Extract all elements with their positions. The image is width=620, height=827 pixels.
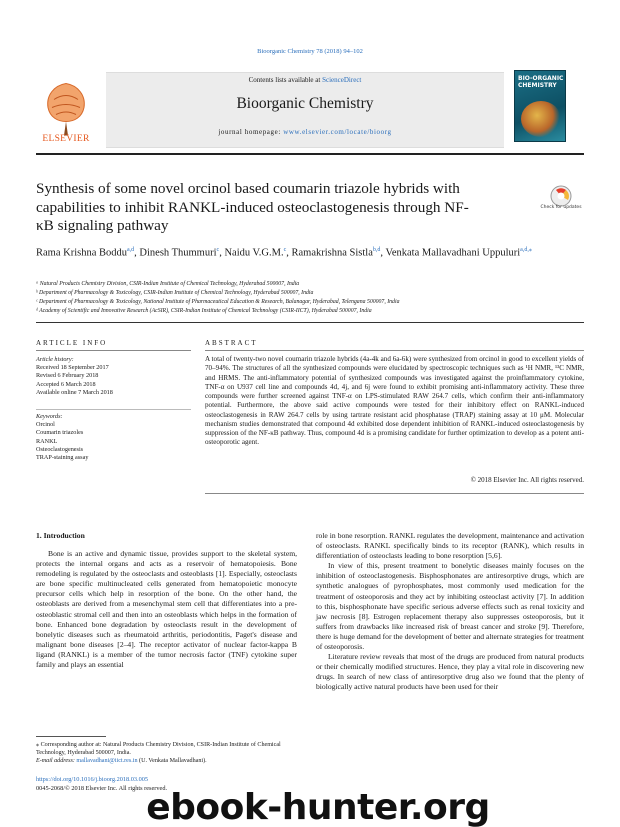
article-history — [36, 356, 196, 397]
journal-cover-thumbnail[interactable] — [514, 70, 566, 142]
affiliations — [36, 280, 576, 316]
keywords-label: Keywords: — [36, 413, 63, 420]
check-for-updates-label: Check for updates — [540, 205, 582, 210]
affiliation-d: ᵈ Academy of Scientific and Innovative Research (AcSIR), CSIR-Indian Institute of Chemical Technology (CSIR-IICT), Hyderabad 500007, India — [36, 308, 372, 314]
email-suffix: (U. Venkata Mallavadhani). — [137, 758, 207, 765]
history-received: Received 18 September 2017 — [36, 364, 109, 372]
author-affiliation-marker[interactable]: c — [283, 247, 287, 253]
affiliation-b: ᵇ Department of Pharmacology & Toxicology, CSIR-Indian Institute of Chemical Technology, Hyderabad 500007, India — [36, 290, 314, 296]
journal-homepage — [106, 128, 504, 136]
author-name[interactable]: Dinesh Thummuri — [139, 247, 217, 259]
issn-line: 0045-2068/© 2018 Elsevier Inc. All rights reserved. — [36, 785, 168, 792]
cover-art — [521, 101, 561, 137]
affiliation-c: ᶜ Department of Pharmacology & Toxicology, National Institute of Pharmaceutical Education & Research, Balanagar, Hyderabad, Telengana 500007, India — [36, 299, 400, 305]
body-left-column: Bone is an active and dynamic tissue, provides support to the skeletal system, protects the internal organs and acts as a reservoir of hematopoiesis. Bone remodeling is regulated by the osteoclasts and osteoblasts [1]. Especially, osteoclasts are bone specific multinucleated cells generated from hematopoietic monocyte precursor cells which help in resorption of the bone. On the other hand, the osteoblasts are derived from a mesenchymal stem cell that differentiates into a pre-osteoblastic stromal cell and then into an osteoblasts which helps in the formation of bone. Enhanced bone degradation by osteoclasts result in the development of bonelytic diseases such as rheumatoid arthritis, periodontitis, Paget's disease and malignant bone diseases [2–4]. The receptor activator of nuclear factor-kappa B ligand (RANKL) is a member of the tumor necrosis factor (TNF) cytokine super family and plays an essential — [36, 549, 297, 670]
journal-banner — [106, 72, 504, 148]
author-affiliation-marker[interactable]: b,d — [372, 247, 381, 253]
author-affiliation-marker[interactable]: a,d — [127, 247, 135, 253]
paragraph: In view of this, present treatment to bonelytic diseases mainly focuses on the inhibition of osteoclastogenesis. Bisphosphonates are antiresorptive drugs, which are synthetic analogues of pyrophosphates, most commonly used medication for the treatment of osteoporosis and they act by inhibiting osteoclast activity [7]. In addition to this, bisphosphonate have specific serious adverse effects such as renal toxicity and jaw necrosis [8]. Estrogen replacement therapy also suppresses osteoporosis, but it suffers from drawbacks like increased risk of breast cancer and stroke [9]. Therefore, there is huge demand for the development of better and alternate strategies for treatment of osteoporosis. — [316, 561, 584, 652]
footnote-rule — [36, 736, 106, 737]
history-accepted: Accepted 6 March 2018 — [36, 380, 96, 388]
watermark: ebook-hunter.org — [146, 787, 490, 827]
homepage-prefix: journal homepage: — [218, 128, 284, 136]
publisher-name: ELSEVIER — [42, 134, 90, 144]
keyword: TRAP-staining assay — [36, 454, 89, 462]
contents-line — [106, 76, 504, 84]
keyword: RANKL — [36, 437, 58, 445]
keywords-rule — [36, 409, 191, 410]
article-info-heading: ARTICLE INFO — [36, 339, 108, 347]
abstract-heading: ABSTRACT — [205, 339, 258, 347]
email-link[interactable]: mallavadhani@iict.res.in — [76, 758, 138, 765]
author-name[interactable]: Venkata Mallavadhani Uppuluri — [385, 247, 521, 259]
section-rule — [36, 322, 584, 323]
abstract-rule — [205, 350, 584, 351]
author-affiliation-marker[interactable]: c — [216, 247, 220, 253]
paragraph: role in bone resorption. RANKL regulates the development, maintenance and activation of osteoclasts. RANKL specifically binds to its receptor (RANK), which results in differentiation of osteoclasts leading to bone resorption [5,6]. — [316, 531, 584, 561]
journal-title: Bioorganic Chemistry — [236, 95, 374, 112]
corresponding-author: ⁎ Corresponding author at: Natural Products Chemistry Division, CSIR-Indian Institute of Chemical Technology, Hyderabad 500007, India. — [36, 742, 281, 757]
paper-title: Synthesis of some novel orcinol based coumarin triazole hybrids with capabilities to inhibit RANKL-induced osteoclastogenesis through NF-κB signaling pathway — [36, 180, 469, 234]
author-list: Rama Krishna Boddu$^{a,d}$, Dinesh Thummuri$^c$, Naidu V.G.M.$^c$, Ramakrishna Sistla$^{b,d}$, Venkata Mallavadhani Uppuluri$^{a,d,⁎}$ — [36, 247, 532, 259]
keyword: Orcinol — [36, 421, 55, 429]
history-revised: Revised 6 February 2018 — [36, 372, 99, 380]
abstract-text: A total of twenty-two novel coumarin triazole hybrids (4a-4k and 6a-6k) were synthesized from orcinol in good to excellent yields of 70–94%. The structures of all the synthesized compounds were elucidated by spectroscopic techniques such as ¹H NMR, ¹³C NMR, and HRMS. The anti-inflammatory potential of synthesized compounds was investigated against the proinflammatory cytokine, TNF-α on U937 cell line and compounds 4d, 4j, and 6j were found to exhibit promising anti-inflammatory activity. These three compounds were further screened against TNF-α on LPS-stimulated RAW 264.7 cells, which confirm their anti-inflammatory potential. Furthermore, the above said active compounds were tested for their inhibitory effect on RANKL-induced osteoclastogenesis in RAW 264.7 cells by using tartrate resistant acid phosphatase (TRAP) staining assay at 10 μM. Molecular mechanism studies demonstrated that compound 4d exhibited dose dependent inhibition of RANKL-induced osteoclastogenesis by suppression of the NF-κB pathway. Thus, compound 4d is a promising candidate for further optimization to develop as a potent anti-osteoporotic agent. — [205, 355, 584, 447]
email-label: E-mail address: — [36, 758, 77, 765]
keyword: Osteoclastogenesis — [36, 445, 84, 453]
history-label: Article history: — [36, 356, 74, 363]
header-rule — [36, 153, 584, 155]
author-affiliation-marker[interactable]: a,d,⁎ — [520, 247, 532, 253]
keywords — [36, 413, 196, 462]
doi-link[interactable]: https://doi.org/10.1016/j.bioorg.2018.03.005 — [36, 776, 149, 783]
keyword: Coumarin triazoles — [36, 429, 84, 437]
homepage-link[interactable]: www.elsevier.com/locate/bioorg — [283, 128, 392, 136]
affiliation-a: ᵃ Natural Products Chemistry Division, CSIR-Indian Institute of Chemical Technology, Hyderabad 500007, India — [36, 281, 300, 287]
sciencedirect-link[interactable]: ScienceDirect — [322, 76, 362, 84]
journal-reference[interactable]: Bioorganic Chemistry 78 (2018) 94–102 — [257, 48, 363, 55]
body-right-column — [316, 531, 584, 693]
email-line — [36, 757, 297, 765]
paragraph: Literature review reveals that most of the drugs are produced from natural products or their chemically modified structures. Hence, they play a vital role in discovering new drugs. In search of new class of antiresorptive drug also we found that the plenty of biologically active natural products have been used for their — [316, 652, 584, 692]
contents-prefix: Contents lists available at — [248, 76, 323, 84]
history-online: Available online 7 March 2018 — [36, 388, 113, 396]
author-name[interactable]: Rama Krishna Boddu — [36, 247, 127, 259]
abstract-bottom-rule — [205, 493, 584, 494]
footnote — [36, 741, 297, 766]
copyright: © 2018 Elsevier Inc. All rights reserved. — [470, 476, 584, 484]
author-name[interactable]: Ramakrishna Sistla — [291, 247, 373, 259]
author-name[interactable]: Naidu V.G.M. — [224, 247, 284, 259]
section-heading-introduction: 1. Introduction — [36, 531, 85, 540]
check-for-updates-icon[interactable] — [544, 183, 578, 217]
article-info-rule — [36, 350, 191, 351]
cover-title: BIO-ORGANIC CHEMISTRY — [518, 75, 564, 89]
